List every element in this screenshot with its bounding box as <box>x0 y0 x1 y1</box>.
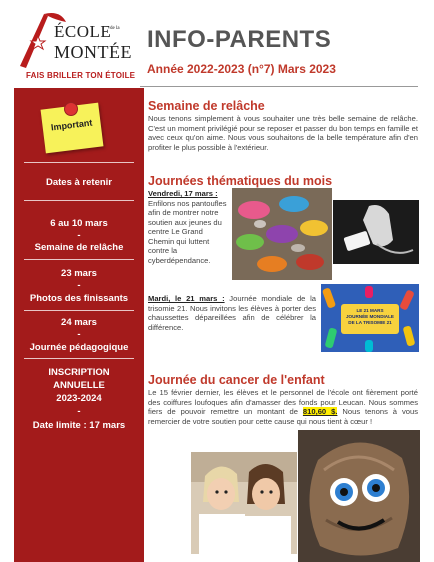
trisomy-badge-text <box>341 308 399 326</box>
event1-label: Semaine de relâche <box>34 242 124 253</box>
dates-title: Dates à retenir <box>45 177 112 188</box>
sidebar-divider <box>24 259 134 260</box>
journee1-text <box>148 189 230 265</box>
inscription-deadline: Date limite : 17 mars <box>32 420 126 431</box>
section-title-relache: Semaine de relâche <box>148 99 265 113</box>
journee2-text <box>148 294 316 332</box>
monster-hair-photo <box>298 430 420 562</box>
section-body-relache: Nous tenons simplement à vous souhaiter une très belle semaine de relâche. C'est un moment privilégié pour se reposer et passer du bon temps en famille et avec ceux qu'on aime. Nous vous souhaitons de la belle température afin d'en profiter le plus possible à l'extérieur. <box>148 114 418 152</box>
event2-dash: - <box>77 280 81 291</box>
logo-line1: ÉCOLE <box>54 22 112 41</box>
cancer-body-after: Nous tenons à vous remercier de votre soutien pour cette cause qui nous tient à cœur ! <box>148 407 419 426</box>
sidebar-divider <box>24 200 134 201</box>
section-title-cancer: Journée du cancer de l'enfant <box>148 373 325 387</box>
sidebar-divider <box>24 162 134 163</box>
slippers-photo <box>232 188 332 280</box>
donation-amount: 810,60 $. <box>302 407 338 416</box>
inscription-line2: ANNUELLE <box>53 380 105 391</box>
event3-label: Journée pédagogique <box>29 342 129 353</box>
event3-date: 24 mars <box>61 317 97 328</box>
monster-hair-photo-art <box>298 430 420 562</box>
header-divider <box>140 86 418 87</box>
event2-label: Photos des finissants <box>29 293 129 304</box>
inscription-dash: - <box>77 406 81 417</box>
logo-line1-small: de la <box>110 26 120 31</box>
logo-line2: MONTÉE <box>54 42 132 62</box>
logo-tagline: FAIS BRILLER TON ÉTOILE <box>26 71 136 80</box>
cancer-body-before: Le 15 février dernier, les élèves et le personnel de l'école ont fièrement porté des coiffures loufoques afin d'amasser des fonds pour Leucan. Nous sommes fiers de pouvoir remettre un montant de <box>148 388 418 416</box>
sidebar-divider <box>24 358 134 359</box>
phone-photo-art <box>333 200 419 264</box>
event3-dash: - <box>77 329 81 340</box>
section-body-cancer <box>148 388 418 426</box>
students-photo-art <box>191 452 297 554</box>
journee2-date: Mardi, le 21 mars : <box>148 294 225 303</box>
event1-date: 6 au 10 mars <box>50 218 108 229</box>
page-subtitle: Année 2022-2023 (n°7) Mars 2023 <box>147 62 336 76</box>
trisomy-badge <box>321 284 419 352</box>
pushpin-icon <box>64 102 78 116</box>
badge-line1: LE 21 MARS <box>356 308 384 313</box>
page-title: INFO-PARENTS <box>147 26 332 53</box>
badge-line2: JOURNÉE MONDIALE <box>346 314 394 319</box>
important-note-label: Important <box>50 117 93 133</box>
badge-line3: DE LA TRISOMIE 21 <box>348 320 392 325</box>
event2-date: 23 mars <box>61 268 97 279</box>
section-title-journees: Journées thématiques du mois <box>148 174 333 188</box>
sidebar-divider <box>24 310 134 311</box>
inscription-line3: 2023-2024 <box>56 393 102 404</box>
journee1-body: Enfilons nos pantoufles afin de montrer notre soutien aux jeunes du centre Le Grand Chemin qui luttent contre la cyberdépendance. <box>148 198 227 265</box>
journee2-body: Journée mondiale de la trisomie 21. Nous invitons les élèves à porter des chaussettes dépareillées afin de célébrer la différence. <box>148 294 316 332</box>
slippers-photo-art <box>232 188 332 280</box>
phone-photo <box>333 200 419 264</box>
event1-dash: - <box>77 230 81 241</box>
school-logo <box>14 8 134 84</box>
journee1-date: Vendredi, 17 mars : <box>148 189 218 198</box>
students-photo <box>191 452 297 554</box>
inscription-line1: INSCRIPTION <box>48 367 110 378</box>
